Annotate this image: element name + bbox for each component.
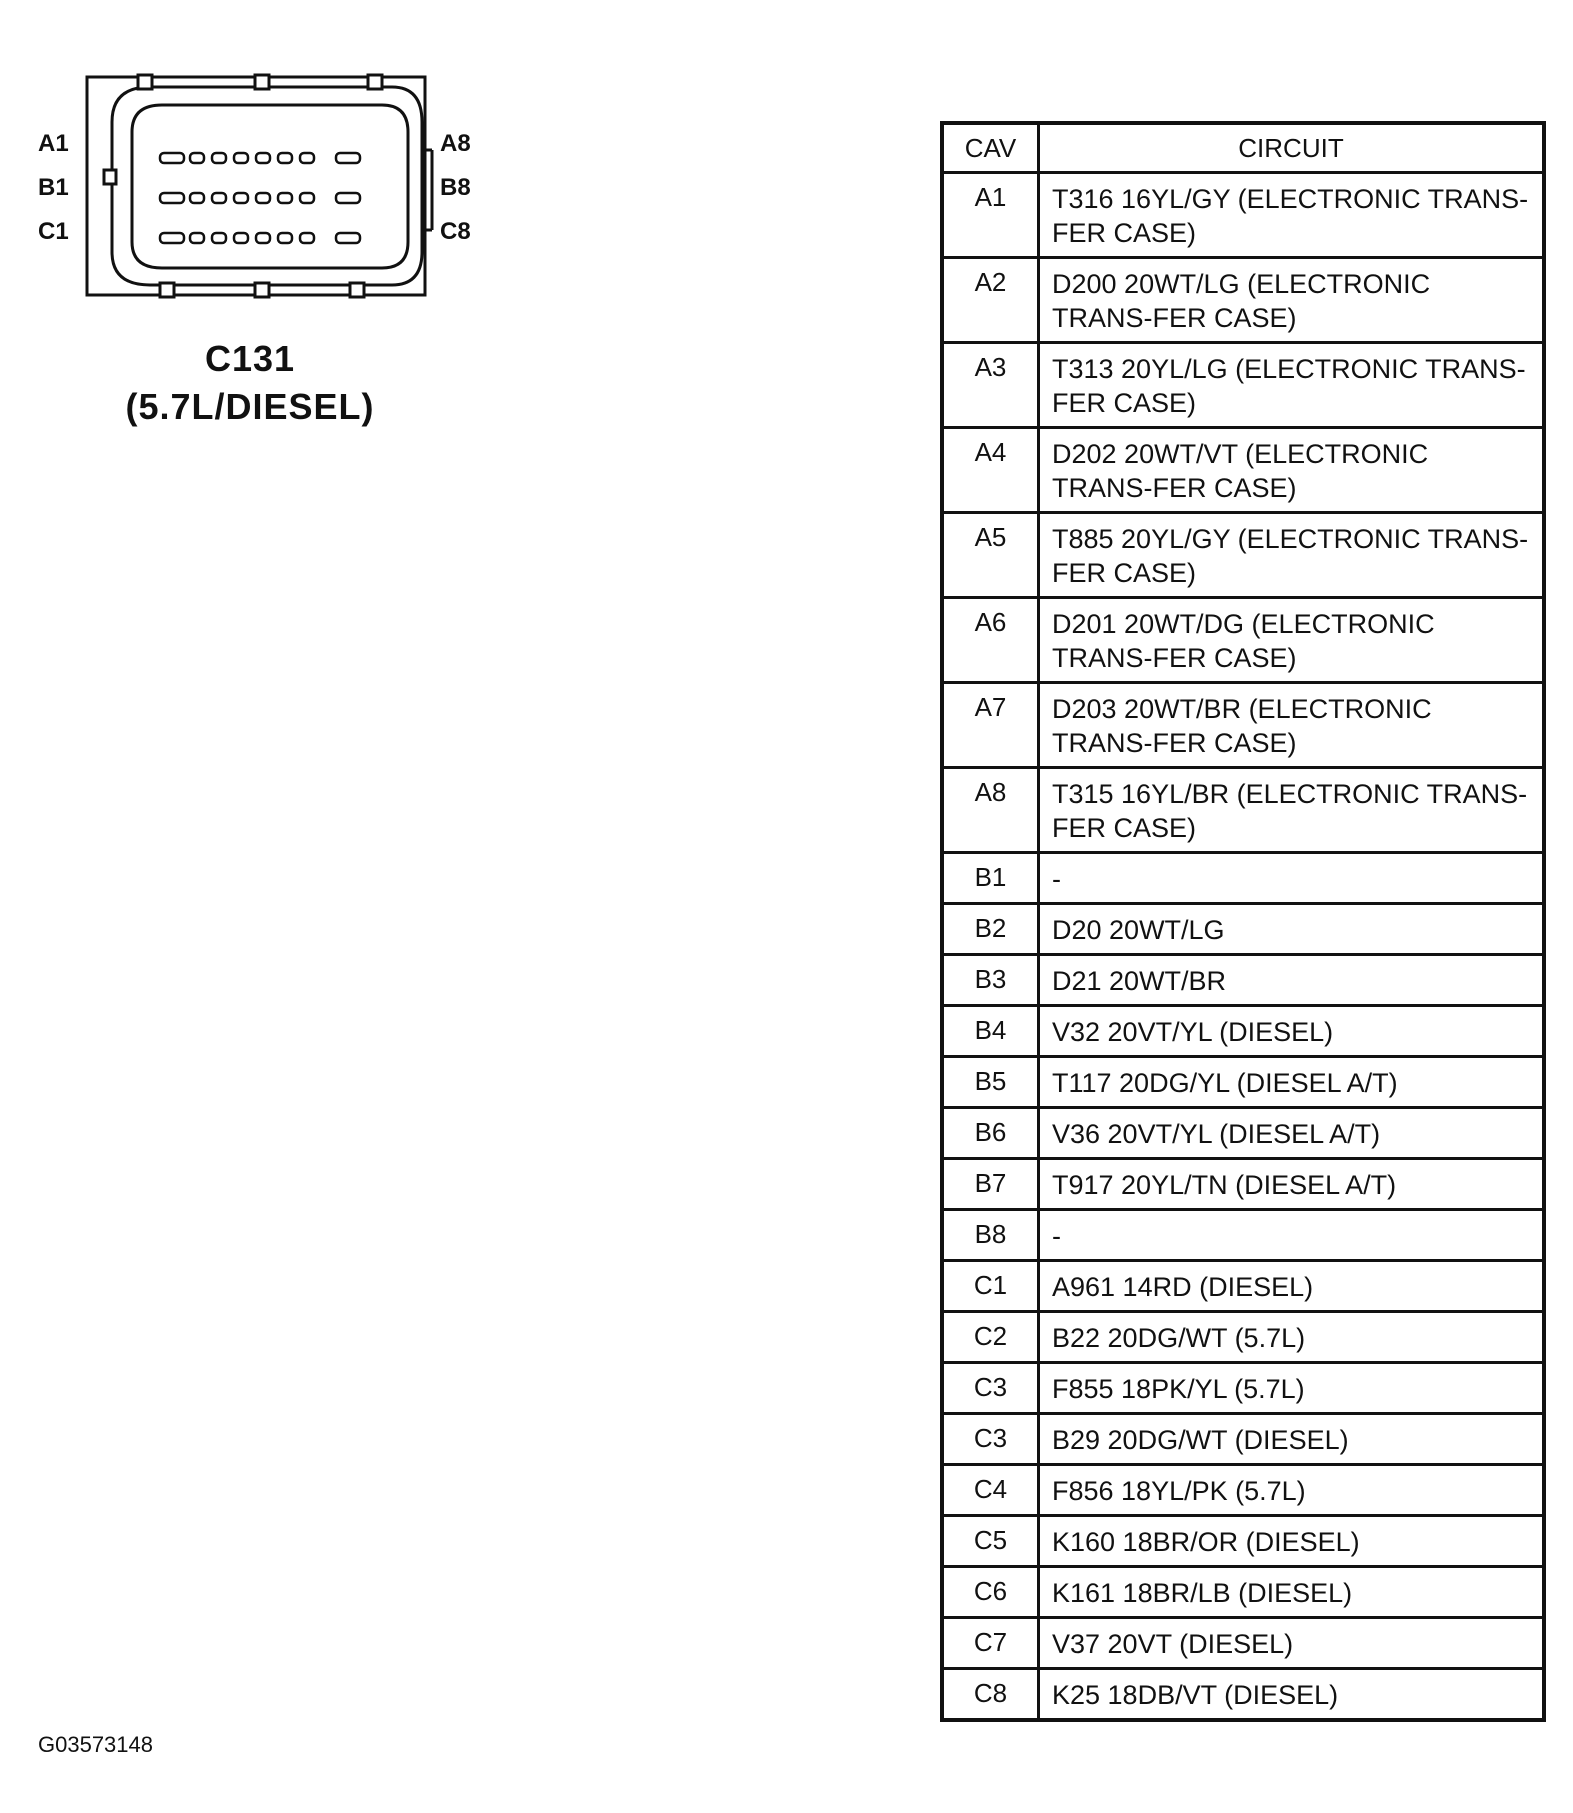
cav-cell: C8 bbox=[942, 1669, 1039, 1721]
connector-diagram bbox=[20, 60, 500, 320]
cav-cell: C7 bbox=[942, 1618, 1039, 1669]
connector-body-outline bbox=[112, 87, 422, 285]
cav-cell: B5 bbox=[942, 1057, 1039, 1108]
pin-label-a1: A1 bbox=[38, 130, 69, 157]
cav-cell: C4 bbox=[942, 1465, 1039, 1516]
pin-label-c1: C1 bbox=[38, 218, 69, 245]
table-header-row bbox=[942, 123, 1544, 173]
connector-cavity bbox=[190, 233, 204, 243]
table-row bbox=[942, 1261, 1544, 1312]
circuit-cell: K161 18BR/LB (DIESEL) bbox=[1039, 1567, 1545, 1618]
circuit-cell: - bbox=[1039, 1210, 1545, 1261]
connector-housing bbox=[87, 77, 425, 295]
connector-cavity bbox=[336, 193, 360, 203]
figure-id: G03573148 bbox=[38, 1732, 153, 1757]
connector-cavity bbox=[256, 153, 270, 163]
cavity-circuit-table bbox=[940, 121, 1546, 1722]
table-row bbox=[942, 513, 1544, 598]
cav-cell: B1 bbox=[942, 853, 1039, 904]
table-row bbox=[942, 1312, 1544, 1363]
circuit-cell: D21 20WT/BR bbox=[1039, 955, 1545, 1006]
circuit-cell: A961 14RD (DIESEL) bbox=[1039, 1261, 1545, 1312]
connector-top-tab bbox=[138, 75, 152, 89]
table-row bbox=[942, 1414, 1544, 1465]
table-row bbox=[942, 1210, 1544, 1261]
pin-label-b8: B8 bbox=[440, 174, 471, 201]
connector-top-tab bbox=[368, 75, 382, 89]
cav-cell: A8 bbox=[942, 768, 1039, 853]
table-row bbox=[942, 1363, 1544, 1414]
circuit-cell: T315 16YL/BR (ELECTRONIC TRANS-FER CASE) bbox=[1039, 768, 1545, 853]
circuit-cell: B22 20DG/WT (5.7L) bbox=[1039, 1312, 1545, 1363]
connector-cavity bbox=[212, 193, 226, 203]
circuit-cell: T316 16YL/GY (ELECTRONIC TRANS-FER CASE) bbox=[1039, 173, 1545, 258]
cav-cell: A5 bbox=[942, 513, 1039, 598]
table-row bbox=[942, 1669, 1544, 1721]
pin-label-c8: C8 bbox=[440, 218, 471, 245]
connector-bottom-tab bbox=[350, 283, 364, 297]
circuit-cell: D200 20WT/LG (ELECTRONIC TRANS-FER CASE) bbox=[1039, 258, 1545, 343]
cav-cell: C6 bbox=[942, 1567, 1039, 1618]
connector-side-latch bbox=[104, 170, 116, 184]
circuit-cell: T885 20YL/GY (ELECTRONIC TRANS-FER CASE) bbox=[1039, 513, 1545, 598]
table-row bbox=[942, 598, 1544, 683]
cav-cell: A7 bbox=[942, 683, 1039, 768]
circuit-cell: - bbox=[1039, 853, 1545, 904]
connector-face-drawing bbox=[20, 60, 500, 320]
cav-cell: A4 bbox=[942, 428, 1039, 513]
circuit-cell: D202 20WT/VT (ELECTRONIC TRANS-FER CASE) bbox=[1039, 428, 1545, 513]
cav-cell: B6 bbox=[942, 1108, 1039, 1159]
cav-cell: C1 bbox=[942, 1261, 1039, 1312]
connector-cavity bbox=[160, 153, 184, 163]
connector-cavity bbox=[336, 153, 360, 163]
circuit-cell: T917 20YL/TN (DIESEL A/T) bbox=[1039, 1159, 1545, 1210]
connector-cavity bbox=[336, 233, 360, 243]
table-row bbox=[942, 428, 1544, 513]
connector-cavity bbox=[234, 193, 248, 203]
table-row bbox=[942, 1516, 1544, 1567]
cav-cell: B2 bbox=[942, 904, 1039, 955]
table-row bbox=[942, 173, 1544, 258]
table-row bbox=[942, 768, 1544, 853]
connector-cavity bbox=[278, 153, 292, 163]
circuit-cell: V36 20VT/YL (DIESEL A/T) bbox=[1039, 1108, 1545, 1159]
table-row bbox=[942, 955, 1544, 1006]
cav-cell: A1 bbox=[942, 173, 1039, 258]
pin-label-a8: A8 bbox=[440, 130, 471, 157]
connector-bottom-tab bbox=[255, 283, 269, 297]
connector-variant: (5.7L/DIESEL) bbox=[125, 386, 375, 427]
circuit-cell: T117 20DG/YL (DIESEL A/T) bbox=[1039, 1057, 1545, 1108]
table-row bbox=[942, 1057, 1544, 1108]
cav-cell: C3 bbox=[942, 1363, 1039, 1414]
table-row bbox=[942, 1465, 1544, 1516]
circuit-cell: V37 20VT (DIESEL) bbox=[1039, 1618, 1545, 1669]
connector-cavity bbox=[300, 153, 314, 163]
circuit-cell: V32 20VT/YL (DIESEL) bbox=[1039, 1006, 1545, 1057]
circuit-cell: D201 20WT/DG (ELECTRONIC TRANS-FER CASE) bbox=[1039, 598, 1545, 683]
circuit-cell: D20 20WT/LG bbox=[1039, 904, 1545, 955]
table-row bbox=[942, 343, 1544, 428]
connector-cavity bbox=[256, 193, 270, 203]
table-row bbox=[942, 1618, 1544, 1669]
cav-cell: B8 bbox=[942, 1210, 1039, 1261]
connector-cavity bbox=[300, 233, 314, 243]
circuit-cell: F856 18YL/PK (5.7L) bbox=[1039, 1465, 1545, 1516]
connector-cavity bbox=[278, 193, 292, 203]
connector-cavity bbox=[190, 193, 204, 203]
table-row bbox=[942, 904, 1544, 955]
connector-cavity bbox=[212, 233, 226, 243]
cav-cell: B4 bbox=[942, 1006, 1039, 1057]
connector-cavity bbox=[234, 233, 248, 243]
connector-cavity bbox=[278, 233, 292, 243]
table-row bbox=[942, 1567, 1544, 1618]
table-row bbox=[942, 683, 1544, 768]
circuit-cell: B29 20DG/WT (DIESEL) bbox=[1039, 1414, 1545, 1465]
cav-cell: C2 bbox=[942, 1312, 1039, 1363]
table-body bbox=[942, 173, 1544, 1721]
pin-label-b1: B1 bbox=[38, 174, 69, 201]
cav-cell: C3 bbox=[942, 1414, 1039, 1465]
connector-cavities bbox=[160, 153, 360, 243]
connector-cavity bbox=[160, 233, 184, 243]
cav-cell: A3 bbox=[942, 343, 1039, 428]
cav-cell: B7 bbox=[942, 1159, 1039, 1210]
table-row bbox=[942, 1108, 1544, 1159]
cav-cell: A2 bbox=[942, 258, 1039, 343]
column-header-circuit: CIRCUIT bbox=[1039, 123, 1545, 173]
cav-cell: A6 bbox=[942, 598, 1039, 683]
table-row bbox=[942, 1006, 1544, 1057]
connector-cavity bbox=[212, 153, 226, 163]
connector-cavity bbox=[190, 153, 204, 163]
cav-cell: B3 bbox=[942, 955, 1039, 1006]
circuit-cell: T313 20YL/LG (ELECTRONIC TRANS-FER CASE) bbox=[1039, 343, 1545, 428]
connector-top-tab bbox=[255, 75, 269, 89]
table-row bbox=[942, 1159, 1544, 1210]
connector-id: C131 bbox=[204, 338, 296, 379]
circuit-cell: D203 20WT/BR (ELECTRONIC TRANS-FER CASE) bbox=[1039, 683, 1545, 768]
connector-cavity bbox=[256, 233, 270, 243]
cav-cell: C5 bbox=[942, 1516, 1039, 1567]
connector-cavity bbox=[160, 193, 184, 203]
circuit-cell: K25 18DB/VT (DIESEL) bbox=[1039, 1669, 1545, 1721]
table-row bbox=[942, 258, 1544, 343]
connector-cavity bbox=[300, 193, 314, 203]
column-header-cav: CAV bbox=[942, 123, 1039, 173]
connector-cavity bbox=[234, 153, 248, 163]
circuit-cell: F855 18PK/YL (5.7L) bbox=[1039, 1363, 1545, 1414]
circuit-cell: K160 18BR/OR (DIESEL) bbox=[1039, 1516, 1545, 1567]
table-row bbox=[942, 853, 1544, 904]
connector-bottom-tab bbox=[160, 283, 174, 297]
